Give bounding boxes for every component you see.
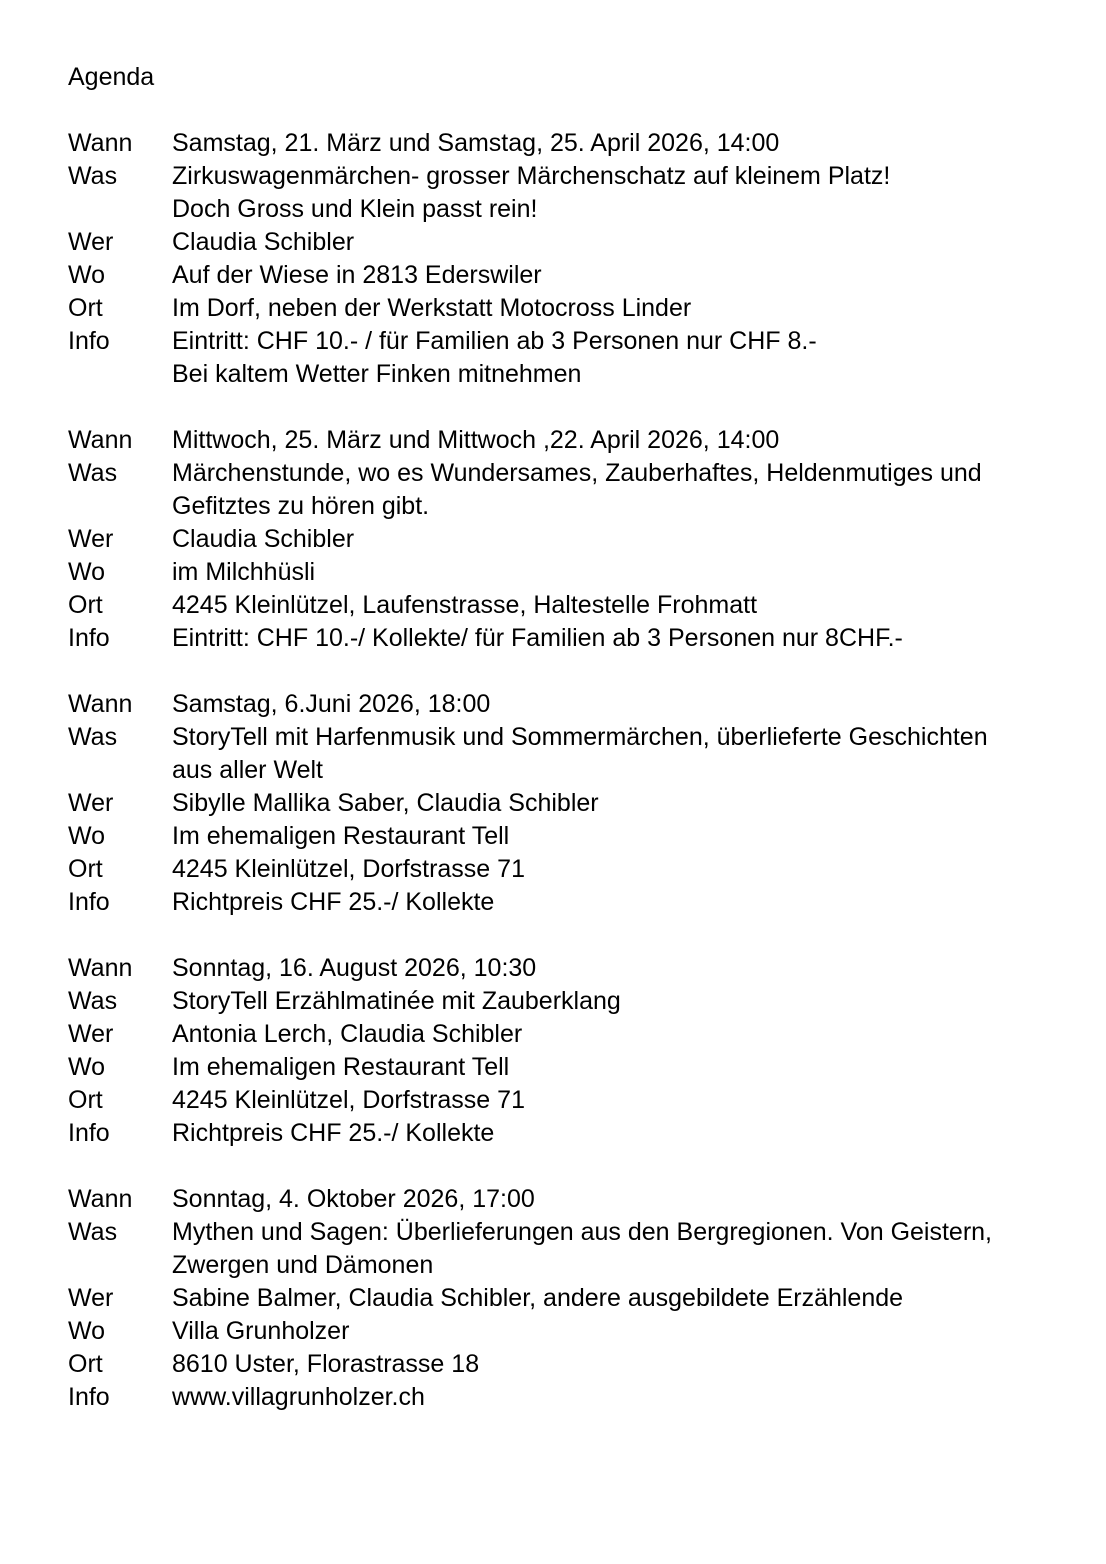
row-value [172,160,1036,226]
row-value-line: 8610 Uster, Florastrasse 18 [172,1350,480,1378]
row-label: Info [68,888,110,916]
row-value-line: Im ehemaligen Restaurant Tell [172,1053,510,1081]
row-label: Wer [68,789,114,817]
agenda-row [68,820,1036,853]
row-value [172,952,1036,985]
row-value-line: Sonntag, 16. August 2026, 10:30 [172,954,537,982]
row-value [172,1381,1036,1414]
row-value-line: Samstag, 6.Juni 2026, 18:00 [172,690,491,718]
row-label: Wo [68,558,106,586]
page-title: Agenda [68,63,155,91]
row-value-line: 4245 Kleinlützel, Dorfstrasse 71 [172,1086,525,1114]
row-label: Was [68,987,118,1015]
row-label: Ort [68,855,103,883]
row-value [172,1084,1036,1117]
row-label: Ort [68,1086,103,1114]
row-value-line: Auf der Wiese in 2813 Ederswiler [172,261,542,289]
row-value [172,292,1036,325]
row-value-line: Eintritt: CHF 10.-/ Kollekte/ für Familien ab 3 Personen nur 8CHF.- [172,624,903,652]
row-value [172,127,1036,160]
agenda-row [68,589,1036,622]
row-value-line: Zirkuswagenmärchen- grosser Märchenschatz auf kleinem Platz! [172,162,891,190]
row-value [172,325,1036,391]
row-value [172,721,1036,787]
row-value [172,424,1036,457]
agenda-row [68,457,1036,523]
row-label: Wer [68,525,114,553]
agenda-row [68,1084,1036,1117]
row-label: Was [68,162,118,190]
row-value-line: Mittwoch, 25. März und Mittwoch ,22. April 2026, 14:00 [172,426,780,454]
row-value [172,820,1036,853]
row-value-line: www.villagrunholzer.ch [172,1383,425,1411]
row-value-line: Richtpreis CHF 25.-/ Kollekte [172,1119,495,1147]
row-label: Wer [68,1020,114,1048]
agenda-row [68,127,1036,160]
agenda-row [68,952,1036,985]
row-value-line: Samstag, 21. März und Samstag, 25. April 2026, 14:00 [172,129,780,157]
row-value [172,1282,1036,1315]
row-label: Wo [68,1053,106,1081]
row-value [172,787,1036,820]
row-value [172,853,1036,886]
row-value [172,622,1036,655]
row-label: Wann [68,690,133,718]
row-value [172,457,1036,523]
agenda-row [68,1348,1036,1381]
row-value-line: im Milchhüsli [172,558,316,586]
row-label: Info [68,1383,110,1411]
row-value-line: Sabine Balmer, Claudia Schibler, andere ausgebildete Erzählende [172,1284,904,1312]
row-value [172,226,1036,259]
agenda-row [68,1381,1036,1414]
agenda-row [68,1183,1036,1216]
row-value-line: Claudia Schibler [172,228,355,256]
row-value [172,1348,1036,1381]
row-value [172,1117,1036,1150]
row-value [172,1051,1036,1084]
agenda-row [68,1051,1036,1084]
row-value [172,523,1036,556]
row-label: Wann [68,1185,133,1213]
row-label: Ort [68,591,103,619]
agenda-entry [68,952,1036,1150]
row-value [172,886,1036,919]
row-value [172,1315,1036,1348]
row-value-line: Märchenstunde, wo es Wundersames, Zauberhaftes, Heldenmutiges und [172,459,982,487]
row-label: Ort [68,294,103,322]
agenda-row [68,259,1036,292]
agenda-row [68,292,1036,325]
row-label: Info [68,1119,110,1147]
agenda-entry [68,688,1036,919]
row-label: Wann [68,129,133,157]
row-value-line: StoryTell Erzählmatinée mit Zauberklang [172,987,621,1015]
row-value-line: aus aller Welt [172,756,323,784]
row-value-line: 4245 Kleinlützel, Dorfstrasse 71 [172,855,525,883]
row-value [172,1018,1036,1051]
row-value-line: Doch Gross und Klein passt rein! [172,195,538,223]
agenda-row [68,226,1036,259]
agenda-row [68,160,1036,226]
row-label: Wo [68,261,106,289]
agenda-row [68,1282,1036,1315]
row-value-line: StoryTell mit Harfenmusik und Sommermärchen, überlieferte Geschichten [172,723,988,751]
row-label: Wer [68,1284,114,1312]
row-value-line: Villa Grunholzer [172,1317,350,1345]
row-value-line: Im ehemaligen Restaurant Tell [172,822,510,850]
row-label: Was [68,459,118,487]
agenda-row [68,325,1036,391]
agenda-row [68,688,1036,721]
agenda-row [68,1216,1036,1282]
row-value [172,589,1036,622]
agenda-entry [68,127,1036,391]
agenda-row [68,1315,1036,1348]
agenda-row [68,622,1036,655]
row-value-line: Richtpreis CHF 25.-/ Kollekte [172,888,495,916]
agenda-row [68,886,1036,919]
agenda-row [68,1117,1036,1150]
agenda-row [68,523,1036,556]
row-label: Info [68,624,110,652]
row-label: Info [68,327,110,355]
row-label: Wo [68,1317,106,1345]
agenda-row [68,721,1036,787]
row-value-line: 4245 Kleinlützel, Laufenstrasse, Haltestelle Frohmatt [172,591,758,619]
row-value-line: Antonia Lerch, Claudia Schibler [172,1020,523,1048]
row-value [172,1183,1036,1216]
agenda-row [68,556,1036,589]
agenda-entry [68,424,1036,655]
row-label: Ort [68,1350,103,1378]
agenda-row [68,787,1036,820]
agenda-row [68,853,1036,886]
agenda-row [68,1018,1036,1051]
row-value [172,259,1036,292]
row-label: Was [68,1218,118,1246]
row-value-line: Gefitztes zu hören gibt. [172,492,430,520]
row-value [172,556,1036,589]
row-value-line: Claudia Schibler [172,525,355,553]
row-value-line: Zwergen und Dämonen [172,1251,434,1279]
row-value-line: Sonntag, 4. Oktober 2026, 17:00 [172,1185,535,1213]
row-label: Wann [68,954,133,982]
agenda-sections [68,127,1036,1414]
row-value-line: Bei kaltem Wetter Finken mitnehmen [172,360,582,388]
row-value [172,1216,1036,1282]
row-value-line: Eintritt: CHF 10.- / für Familien ab 3 Personen nur CHF 8.- [172,327,817,355]
row-value [172,688,1036,721]
row-label: Was [68,723,118,751]
row-label: Wann [68,426,133,454]
row-value-line: Mythen und Sagen: Überlieferungen aus den Bergregionen. Von Geistern, [172,1218,992,1246]
agenda-entry [68,1183,1036,1414]
row-value [172,985,1036,1018]
row-label: Wer [68,228,114,256]
agenda-row [68,985,1036,1018]
agenda-row [68,424,1036,457]
row-value-line: Sibylle Mallika Saber, Claudia Schibler [172,789,599,817]
row-label: Wo [68,822,106,850]
row-value-line: Im Dorf, neben der Werkstatt Motocross Linder [172,294,692,322]
